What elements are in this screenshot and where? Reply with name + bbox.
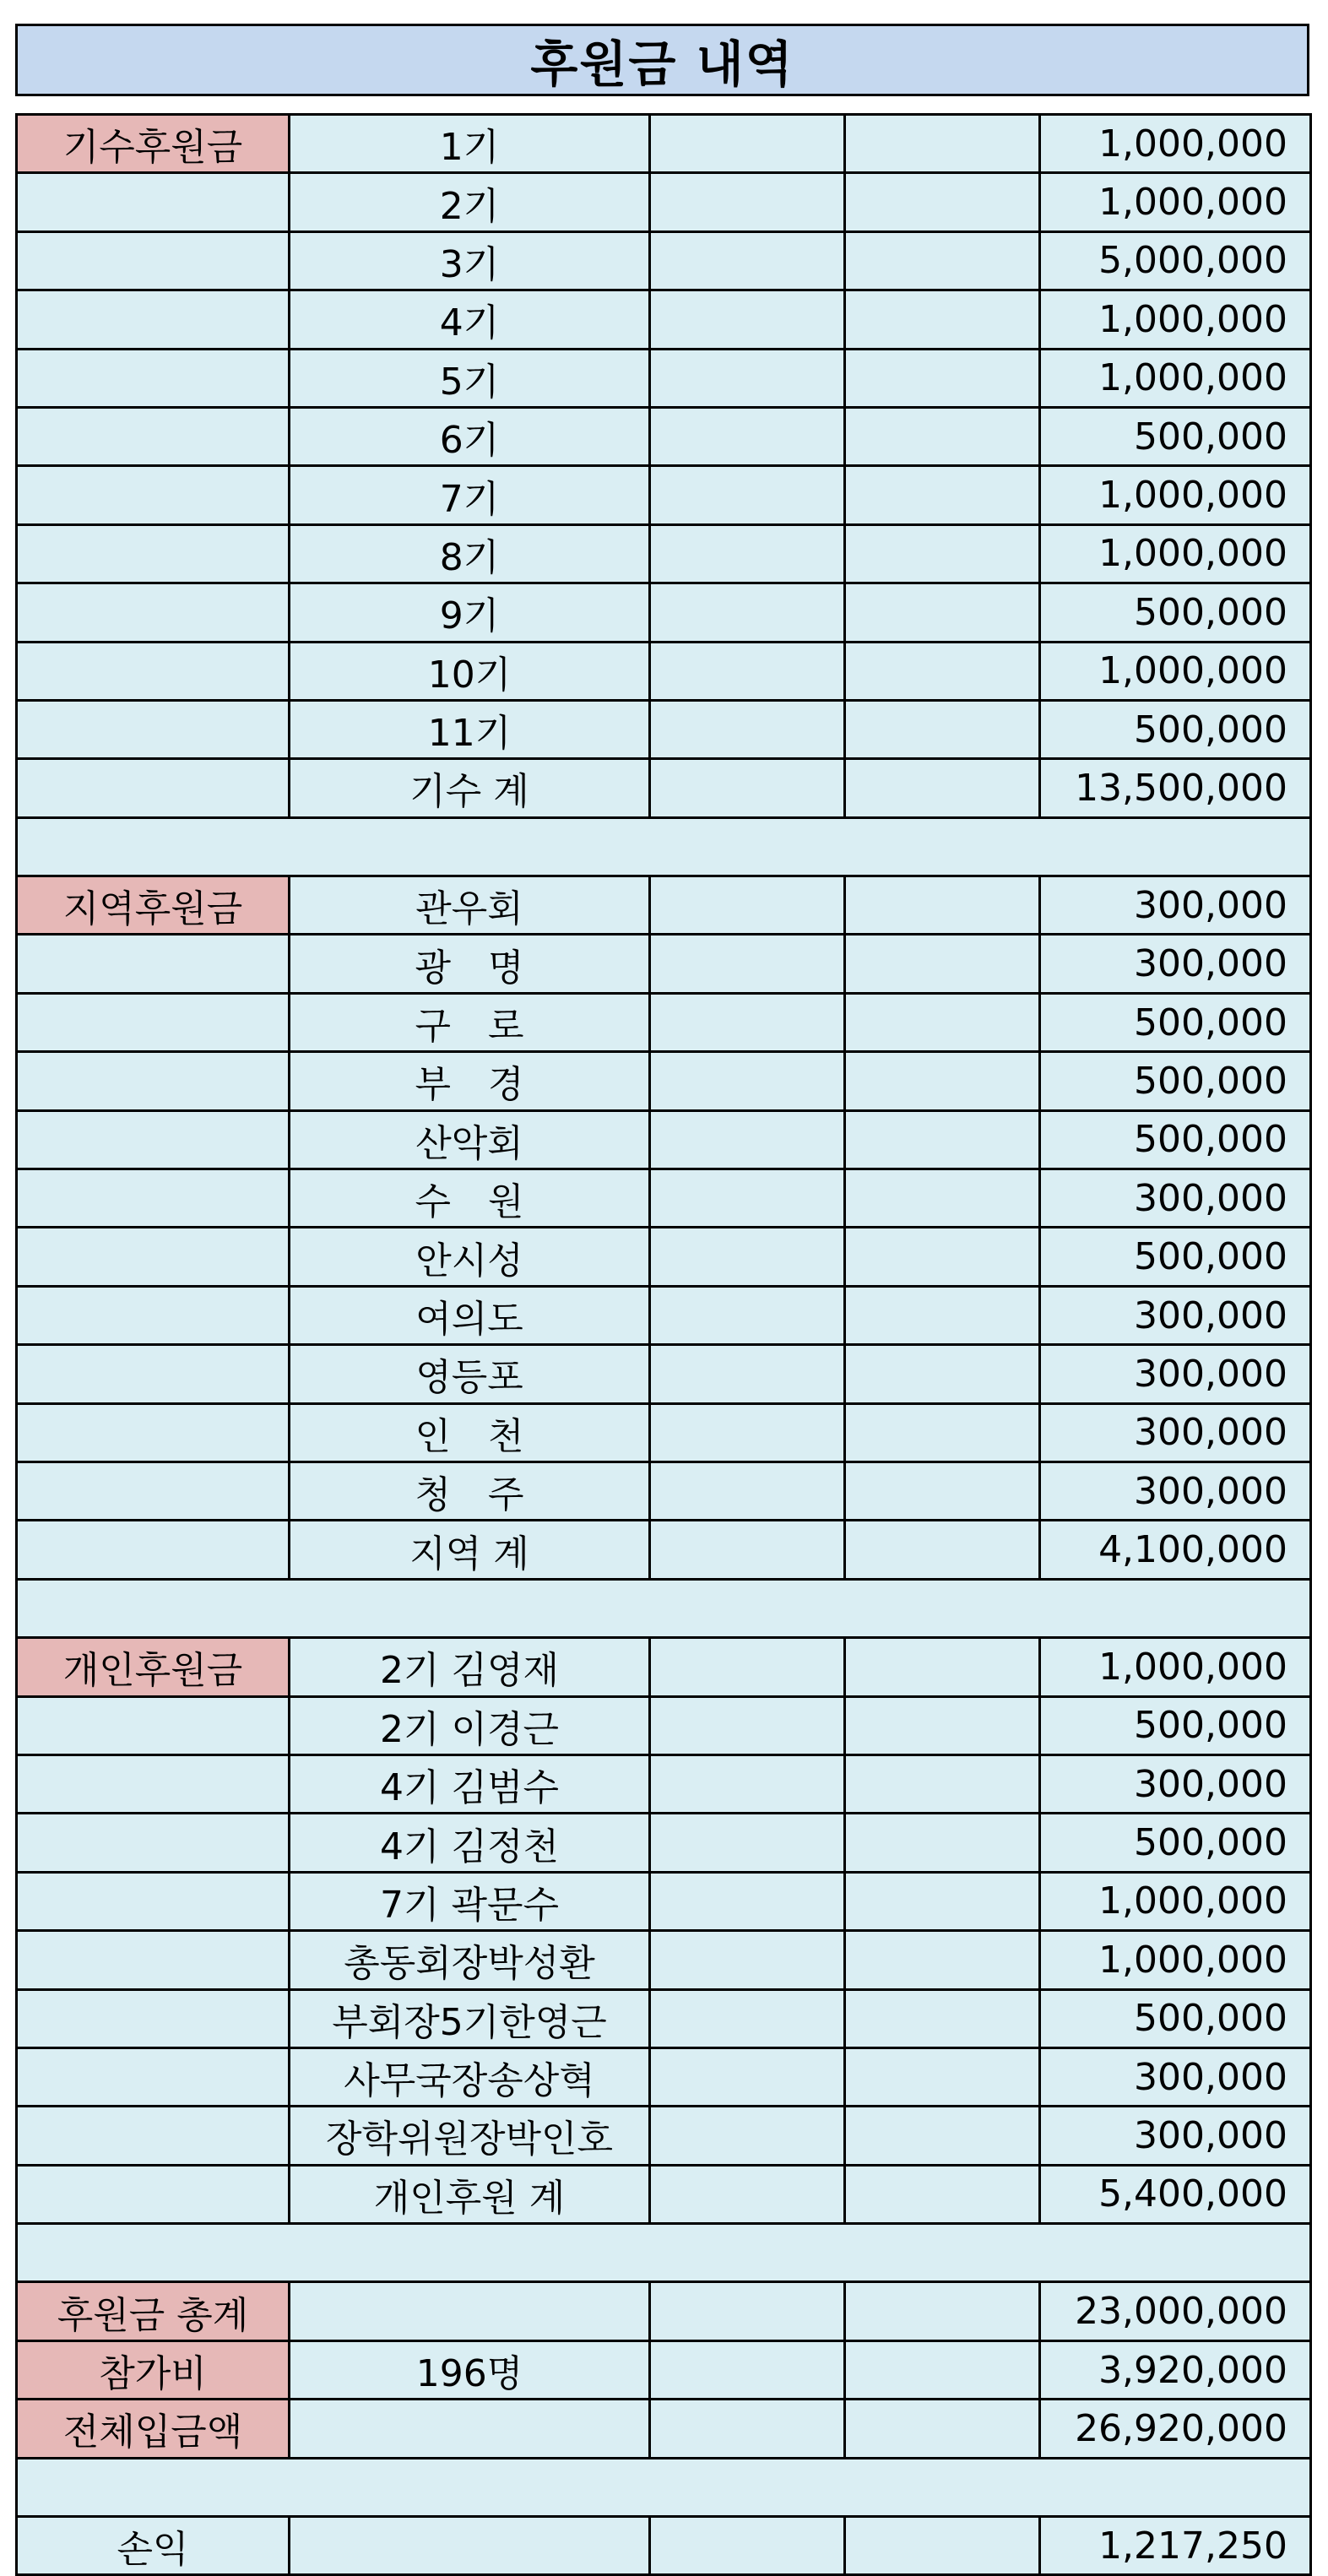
category-cell [17, 1754, 290, 1813]
blank-cell [845, 466, 1040, 524]
blank-cell [650, 1462, 845, 1520]
table-row [17, 993, 1311, 1051]
profit-row [17, 2517, 1311, 2575]
blank-cell [845, 173, 1040, 231]
blank-cell [845, 700, 1040, 758]
category-cell [17, 1521, 290, 1579]
blank-cell [845, 290, 1040, 349]
category-cell [17, 935, 290, 993]
donor-name: 장학위원장박인호 [290, 2107, 650, 2165]
amount-value: 500,000 [1040, 1052, 1311, 1110]
blank-cell [650, 1754, 845, 1813]
blank-cell [650, 115, 845, 173]
amount-value: 300,000 [1040, 876, 1311, 935]
blank-cell [650, 876, 845, 935]
blank-cell [845, 524, 1040, 583]
category-cell [17, 524, 290, 583]
amount-value: 500,000 [1040, 1989, 1311, 2047]
category-cell [17, 1228, 290, 1286]
blank-cell [650, 1169, 845, 1228]
blank-cell [845, 2400, 1040, 2458]
amount-value: 1,000,000 [1040, 1872, 1311, 1930]
summary-note: 196명 [290, 2340, 650, 2399]
blank-cell [650, 700, 845, 758]
summary-amount: 23,000,000 [1040, 2282, 1311, 2340]
profit-amount: 1,217,250 [1040, 2517, 1311, 2575]
table-row [17, 1931, 1311, 1989]
category-label: 지역후원금 [17, 876, 290, 935]
blank-cell [845, 1814, 1040, 1872]
donor-name: 4기 김정천 [290, 1814, 650, 1872]
blank-cell [845, 2165, 1040, 2223]
blank-cell [650, 1228, 845, 1286]
table-row [17, 290, 1311, 349]
donor-name: 관우회 [290, 876, 650, 935]
category-cell [17, 1169, 290, 1228]
blank-cell [845, 993, 1040, 1051]
table-row [17, 642, 1311, 700]
section-gap [17, 2458, 1311, 2516]
table-row [17, 1989, 1311, 2047]
blank-cell [650, 407, 845, 465]
summary-label: 후원금 총계 [17, 2282, 290, 2340]
blank-cell [650, 2047, 845, 2106]
table-row [17, 1462, 1311, 1520]
blank-cell [650, 2282, 845, 2340]
blank-cell [650, 1989, 845, 2047]
blank-cell [650, 642, 845, 700]
amount-value: 1,000,000 [1040, 524, 1311, 583]
blank-cell [845, 349, 1040, 407]
category-cell [17, 1345, 290, 1403]
blank-cell [650, 2400, 845, 2458]
amount-value: 500,000 [1040, 583, 1311, 642]
table-row [17, 2107, 1311, 2165]
table-row [17, 700, 1311, 758]
blank-cell [845, 2107, 1040, 2165]
page-title: 후원금 내역 [15, 24, 1309, 96]
donor-name: 4기 김범수 [290, 1754, 650, 1813]
spacer-cell [17, 2224, 1311, 2282]
donor-name: 2기 [290, 173, 650, 231]
amount-value: 300,000 [1040, 1169, 1311, 1228]
table-row [17, 407, 1311, 465]
amount-value: 500,000 [1040, 1814, 1311, 1872]
donor-name: 여의도 [290, 1286, 650, 1344]
blank-cell [845, 1989, 1040, 2047]
blank-cell [845, 642, 1040, 700]
blank-cell [845, 935, 1040, 993]
blank-cell [845, 759, 1040, 817]
blank-cell [845, 1872, 1040, 1930]
amount-value: 300,000 [1040, 1462, 1311, 1520]
donor-name: 부회장5기한영근 [290, 1989, 650, 2047]
table-row [17, 1872, 1311, 1930]
donor-name: 7기 곽문수 [290, 1872, 650, 1930]
subtotal-label: 지역 계 [290, 1521, 650, 1579]
category-label: 개인후원금 [17, 1638, 290, 1696]
blank-cell [845, 2340, 1040, 2399]
spacer-cell [17, 1579, 1311, 1637]
category-cell [17, 1989, 290, 2047]
blank-cell [845, 1638, 1040, 1696]
table-row [17, 173, 1311, 231]
donor-name: 수 원 [290, 1169, 650, 1228]
blank-cell [650, 173, 845, 231]
blank-cell [650, 1638, 845, 1696]
donor-name: 11기 [290, 700, 650, 758]
table-row [17, 524, 1311, 583]
donor-name: 6기 [290, 407, 650, 465]
amount-value: 1,000,000 [1040, 173, 1311, 231]
amount-value: 500,000 [1040, 700, 1311, 758]
table-row [17, 466, 1311, 524]
blank-cell [845, 1696, 1040, 1754]
table-row [17, 1228, 1311, 1286]
blank-cell [650, 1696, 845, 1754]
donor-name: 2기 김영재 [290, 1638, 650, 1696]
amount-value: 300,000 [1040, 1754, 1311, 1813]
summary-amount: 3,920,000 [1040, 2340, 1311, 2399]
donor-name: 총동회장박성환 [290, 1931, 650, 1989]
category-cell [17, 231, 290, 290]
summary-label: 전체입금액 [17, 2400, 290, 2458]
subtotal-row [17, 1521, 1311, 1579]
donor-name: 구 로 [290, 993, 650, 1051]
table-row [17, 1345, 1311, 1403]
amount-value: 500,000 [1040, 1696, 1311, 1754]
table-row [17, 1403, 1311, 1462]
amount-value: 500,000 [1040, 1228, 1311, 1286]
category-cell [17, 2107, 290, 2165]
blank-cell [650, 935, 845, 993]
amount-value: 300,000 [1040, 935, 1311, 993]
donor-name: 7기 [290, 466, 650, 524]
category-cell [17, 349, 290, 407]
donor-name: 부 경 [290, 1052, 650, 1110]
donor-name: 영등포 [290, 1345, 650, 1403]
category-cell [17, 1052, 290, 1110]
blank-cell [650, 1345, 845, 1403]
blank-cell [650, 1872, 845, 1930]
blank-cell [845, 231, 1040, 290]
table-row [17, 1638, 1311, 1696]
blank-cell [650, 2165, 845, 2223]
category-cell [17, 759, 290, 817]
blank-cell [650, 1403, 845, 1462]
table-row [17, 2047, 1311, 2106]
subtotal-row [17, 2165, 1311, 2223]
blank-cell [845, 876, 1040, 935]
blank-cell [650, 1814, 845, 1872]
category-cell [17, 1931, 290, 1989]
blank-cell [650, 290, 845, 349]
category-cell [17, 583, 290, 642]
donor-name: 청 주 [290, 1462, 650, 1520]
table-row [17, 1814, 1311, 1872]
blank-cell [845, 2047, 1040, 2106]
summary-row [17, 2282, 1311, 2340]
category-cell [17, 700, 290, 758]
summary-row [17, 2340, 1311, 2399]
profit-label: 손익 [17, 2517, 290, 2575]
blank-cell [845, 1754, 1040, 1813]
blank-cell [845, 1931, 1040, 1989]
blank-cell [845, 2517, 1040, 2575]
donor-name: 안시성 [290, 1228, 650, 1286]
amount-value: 300,000 [1040, 1286, 1311, 1344]
category-label: 기수후원금 [17, 115, 290, 173]
blank-cell [650, 231, 845, 290]
category-cell [17, 993, 290, 1051]
subtotal-label: 개인후원 계 [290, 2165, 650, 2223]
summary-amount: 26,920,000 [1040, 2400, 1311, 2458]
donor-name: 3기 [290, 231, 650, 290]
blank-cell [650, 466, 845, 524]
blank-cell [845, 1169, 1040, 1228]
blank-cell [650, 1286, 845, 1344]
blank-cell [650, 1521, 845, 1579]
category-cell [17, 407, 290, 465]
amount-value: 500,000 [1040, 1110, 1311, 1169]
spacer-cell [17, 2458, 1311, 2516]
subtotal-amount: 4,100,000 [1040, 1521, 1311, 1579]
category-cell [17, 466, 290, 524]
amount-value: 1,000,000 [1040, 349, 1311, 407]
blank-cell [845, 1521, 1040, 1579]
donation-table [15, 113, 1312, 2576]
blank-cell [650, 2107, 845, 2165]
subtotal-amount: 13,500,000 [1040, 759, 1311, 817]
table-row [17, 876, 1311, 935]
category-cell [17, 1872, 290, 1930]
donor-name: 2기 이경근 [290, 1696, 650, 1754]
donor-name: 광 명 [290, 935, 650, 993]
blank-cell [290, 2517, 650, 2575]
section-gap [17, 1579, 1311, 1637]
category-cell [17, 2165, 290, 2223]
blank-cell [650, 1110, 845, 1169]
section-gap [17, 817, 1311, 876]
table-row [17, 1169, 1311, 1228]
blank-cell [650, 759, 845, 817]
summary-row [17, 2400, 1311, 2458]
category-cell [17, 1403, 290, 1462]
blank-cell [650, 1052, 845, 1110]
amount-value: 300,000 [1040, 2107, 1311, 2165]
table-row [17, 1052, 1311, 1110]
blank-cell [650, 1931, 845, 1989]
amount-value: 1,000,000 [1040, 115, 1311, 173]
donor-name: 사무국장송상혁 [290, 2047, 650, 2106]
summary-note [290, 2400, 650, 2458]
blank-cell [845, 407, 1040, 465]
table-row [17, 1110, 1311, 1169]
summary-label: 참가비 [17, 2340, 290, 2399]
category-cell [17, 2047, 290, 2106]
subtotal-amount: 5,400,000 [1040, 2165, 1311, 2223]
table-row [17, 115, 1311, 173]
blank-cell [845, 1286, 1040, 1344]
blank-cell [845, 1052, 1040, 1110]
category-cell [17, 290, 290, 349]
amount-value: 500,000 [1040, 407, 1311, 465]
amount-value: 1,000,000 [1040, 1638, 1311, 1696]
donor-name: 4기 [290, 290, 650, 349]
table-row [17, 1754, 1311, 1813]
amount-value: 300,000 [1040, 1403, 1311, 1462]
blank-cell [845, 1110, 1040, 1169]
donor-name: 9기 [290, 583, 650, 642]
blank-cell [845, 115, 1040, 173]
table-row [17, 583, 1311, 642]
donor-name: 5기 [290, 349, 650, 407]
category-cell [17, 1110, 290, 1169]
blank-cell [650, 993, 845, 1051]
blank-cell [650, 583, 845, 642]
blank-cell [845, 2282, 1040, 2340]
blank-cell [845, 583, 1040, 642]
subtotal-label: 기수 계 [290, 759, 650, 817]
blank-cell [650, 2340, 845, 2399]
table-row [17, 1696, 1311, 1754]
category-cell [17, 173, 290, 231]
table-row [17, 349, 1311, 407]
blank-cell [845, 1462, 1040, 1520]
amount-value: 1,000,000 [1040, 290, 1311, 349]
category-cell [17, 1696, 290, 1754]
category-cell [17, 1462, 290, 1520]
category-cell [17, 1814, 290, 1872]
amount-value: 1,000,000 [1040, 466, 1311, 524]
table-row [17, 231, 1311, 290]
summary-note [290, 2282, 650, 2340]
donor-name: 인 천 [290, 1403, 650, 1462]
donor-name: 10기 [290, 642, 650, 700]
amount-value: 300,000 [1040, 2047, 1311, 2106]
amount-value: 5,000,000 [1040, 231, 1311, 290]
amount-value: 1,000,000 [1040, 1931, 1311, 1989]
amount-value: 500,000 [1040, 993, 1311, 1051]
category-cell [17, 1286, 290, 1344]
donor-name: 8기 [290, 524, 650, 583]
donor-name: 산악회 [290, 1110, 650, 1169]
blank-cell [845, 1403, 1040, 1462]
blank-cell [650, 2517, 845, 2575]
amount-value: 1,000,000 [1040, 642, 1311, 700]
amount-value: 300,000 [1040, 1345, 1311, 1403]
spacer-cell [17, 817, 1311, 876]
table-row [17, 935, 1311, 993]
subtotal-row [17, 759, 1311, 817]
donor-name: 1기 [290, 115, 650, 173]
table-row [17, 1286, 1311, 1344]
blank-cell [845, 1228, 1040, 1286]
category-cell [17, 642, 290, 700]
blank-cell [845, 1345, 1040, 1403]
section-gap [17, 2224, 1311, 2282]
blank-cell [650, 524, 845, 583]
blank-cell [650, 349, 845, 407]
